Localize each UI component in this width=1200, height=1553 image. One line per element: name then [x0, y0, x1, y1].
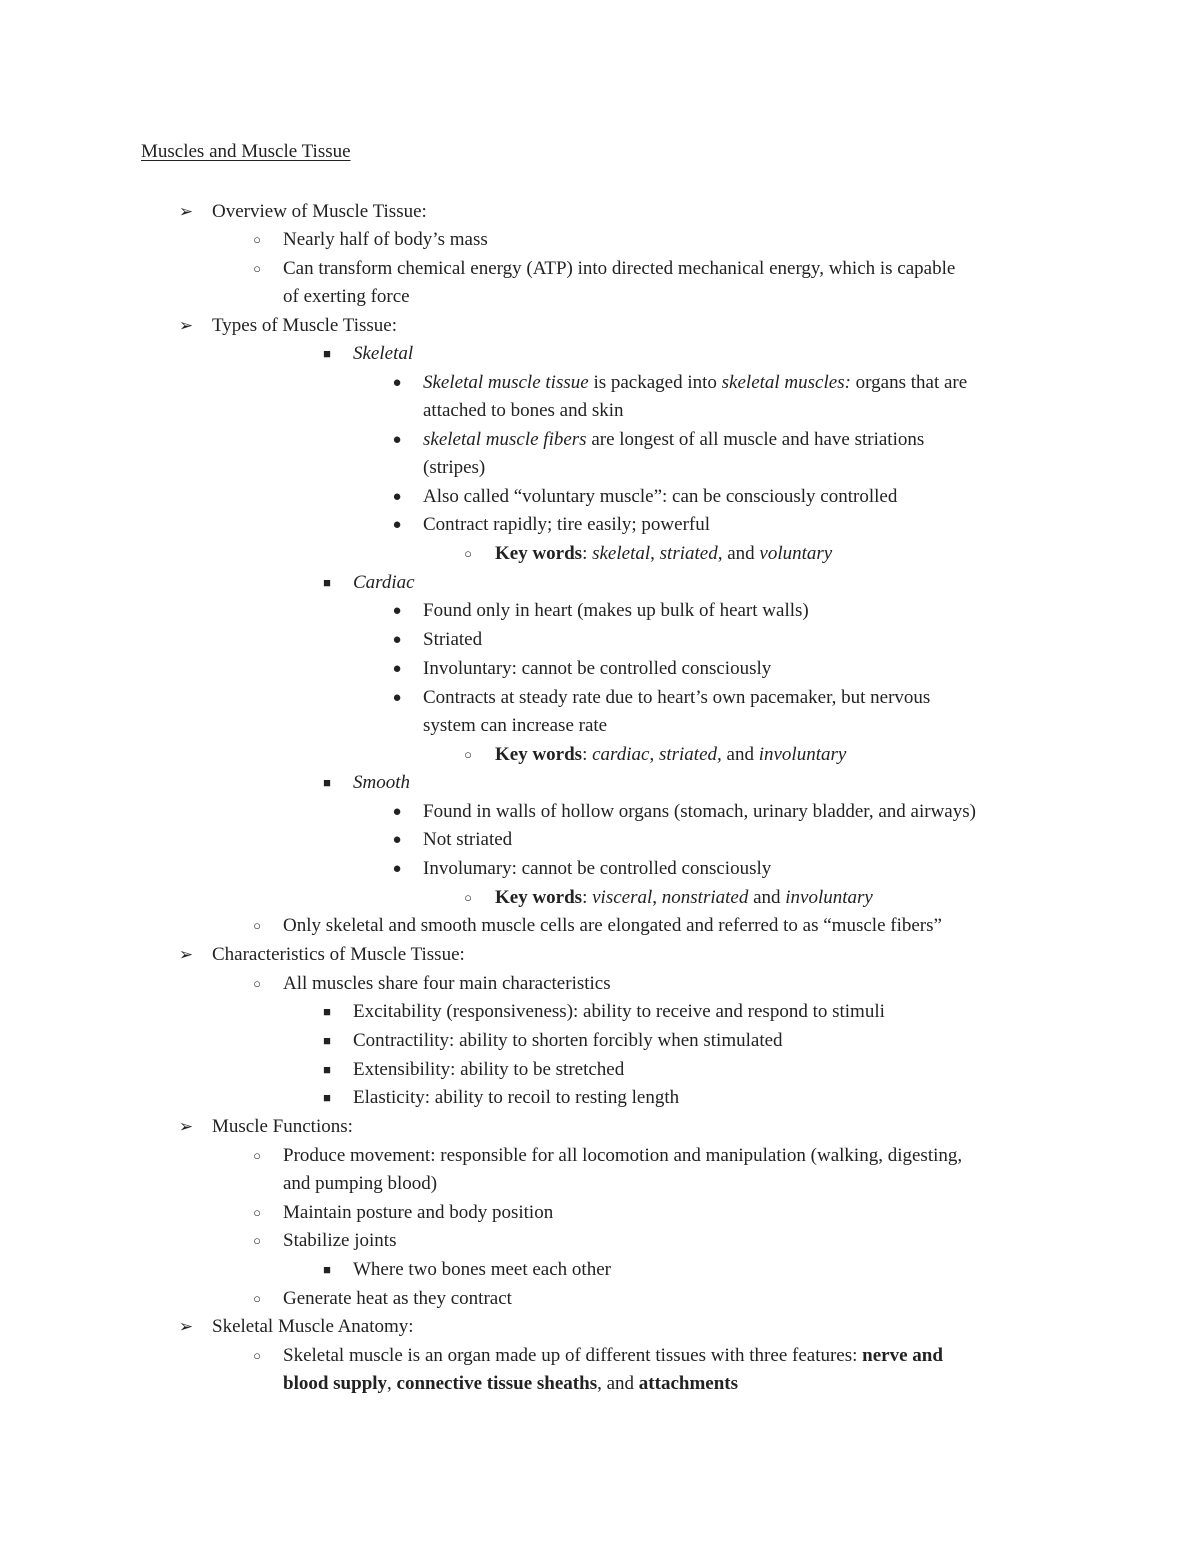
circle-bullet-icon: ○	[253, 918, 261, 933]
cardiac-label: Cardiac	[353, 572, 415, 593]
square-bullet-icon: ■	[323, 1004, 331, 1019]
list-item: Only skeletal and smooth muscle cells are elongated and referred to as “muscle fibers”	[283, 915, 942, 936]
list-item: Skeletal muscle is an organ made up of different tissues with three features: nerve and	[283, 1345, 943, 1366]
dot-bullet-icon: ●	[392, 804, 402, 820]
square-bullet-icon: ■	[323, 575, 331, 590]
list-item: Elasticity: ability to recoil to resting length	[353, 1087, 680, 1108]
dot-bullet-icon: ●	[392, 375, 402, 391]
anatomy-heading: Skeletal Muscle Anatomy:	[212, 1316, 414, 1337]
list-item-continuation: blood supply, connective tissue sheaths, and attachments	[283, 1373, 738, 1394]
dot-bullet-icon: ●	[392, 517, 402, 533]
list-item: Found only in heart (makes up bulk of heart walls)	[423, 600, 809, 621]
dot-bullet-icon: ●	[392, 432, 402, 448]
page-title: Muscles and Muscle Tissue	[141, 141, 351, 162]
dot-bullet-icon: ●	[392, 832, 402, 848]
dot-bullet-icon: ●	[392, 861, 402, 877]
list-item: Involumary: cannot be controlled consciously	[423, 858, 772, 879]
square-bullet-icon: ■	[323, 1090, 331, 1105]
arrow-bullet-icon: ➢	[178, 202, 194, 221]
square-bullet-icon: ■	[323, 346, 331, 361]
smooth-label: Smooth	[353, 772, 410, 793]
circle-bullet-icon: ○	[464, 546, 472, 561]
list-item: Contract rapidly; tire easily; powerful	[423, 514, 711, 535]
list-item: Not striated	[423, 829, 513, 850]
list-item: Involuntary: cannot be controlled consciously	[423, 658, 772, 679]
square-bullet-icon: ■	[323, 1033, 331, 1048]
list-item: Skeletal muscle tissue is packaged into skeletal muscles: organs that are	[423, 372, 968, 393]
list-item: Generate heat as they contract	[283, 1288, 512, 1309]
arrow-bullet-icon: ➢	[178, 1117, 194, 1136]
list-item-continuation: (stripes)	[423, 457, 486, 478]
arrow-bullet-icon: ➢	[178, 945, 194, 964]
arrow-bullet-icon: ➢	[178, 1317, 194, 1336]
key-words: Key words: skeletal, striated, and voluntary	[495, 543, 833, 564]
circle-bullet-icon: ○	[253, 1233, 261, 1248]
circle-bullet-icon: ○	[464, 747, 472, 762]
square-bullet-icon: ■	[323, 775, 331, 790]
circle-bullet-icon: ○	[253, 232, 261, 247]
list-item: Nearly half of body’s mass	[283, 229, 488, 250]
list-item: Maintain posture and body position	[283, 1202, 554, 1223]
list-item-continuation: attached to bones and skin	[423, 400, 624, 421]
list-item: All muscles share four main characteristics	[283, 973, 611, 994]
dot-bullet-icon: ●	[392, 632, 402, 648]
list-item: Produce movement: responsible for all locomotion and manipulation (walking, digesting,	[283, 1145, 963, 1166]
list-item: Can transform chemical energy (ATP) into directed mechanical energy, which is capable	[283, 258, 956, 279]
circle-bullet-icon: ○	[253, 1148, 261, 1163]
key-words: Key words: visceral, nonstriated and involuntary	[495, 887, 873, 908]
dot-bullet-icon: ●	[392, 690, 402, 706]
list-item-continuation: system can increase rate	[423, 715, 608, 736]
list-item: Where two bones meet each other	[353, 1259, 611, 1280]
list-item-continuation: of exerting force	[283, 286, 410, 307]
circle-bullet-icon: ○	[253, 1348, 261, 1363]
list-item: Also called “voluntary muscle”: can be consciously controlled	[423, 486, 898, 507]
circle-bullet-icon: ○	[464, 890, 472, 905]
list-item: Excitability (responsiveness): ability to receive and respond to stimuli	[353, 1001, 885, 1022]
list-item: Striated	[423, 629, 483, 650]
list-item: skeletal muscle fibers are longest of all muscle and have striations	[423, 429, 925, 450]
circle-bullet-icon: ○	[253, 261, 261, 276]
list-item: Contracts at steady rate due to heart’s own pacemaker, but nervous	[423, 687, 931, 708]
key-words: Key words: cardiac, striated, and involuntary	[495, 744, 847, 765]
square-bullet-icon: ■	[323, 1262, 331, 1277]
list-item: Contractility: ability to shorten forcibly when stimulated	[353, 1030, 783, 1051]
list-item: Extensibility: ability to be stretched	[353, 1059, 625, 1080]
skeletal-label: Skeletal	[353, 343, 414, 364]
dot-bullet-icon: ●	[392, 661, 402, 677]
square-bullet-icon: ■	[323, 1062, 331, 1077]
dot-bullet-icon: ●	[392, 489, 402, 505]
circle-bullet-icon: ○	[253, 976, 261, 991]
overview-heading: Overview of Muscle Tissue:	[212, 201, 427, 222]
characteristics-heading: Characteristics of Muscle Tissue:	[212, 944, 465, 965]
circle-bullet-icon: ○	[253, 1291, 261, 1306]
list-item-continuation: and pumping blood)	[283, 1173, 438, 1194]
circle-bullet-icon: ○	[253, 1205, 261, 1220]
list-item: Found in walls of hollow organs (stomach, urinary bladder, and airways)	[423, 801, 976, 822]
arrow-bullet-icon: ➢	[178, 316, 194, 335]
types-heading: Types of Muscle Tissue:	[212, 315, 397, 336]
dot-bullet-icon: ●	[392, 603, 402, 619]
functions-heading: Muscle Functions:	[212, 1116, 353, 1137]
list-item: Stabilize joints	[283, 1230, 397, 1251]
